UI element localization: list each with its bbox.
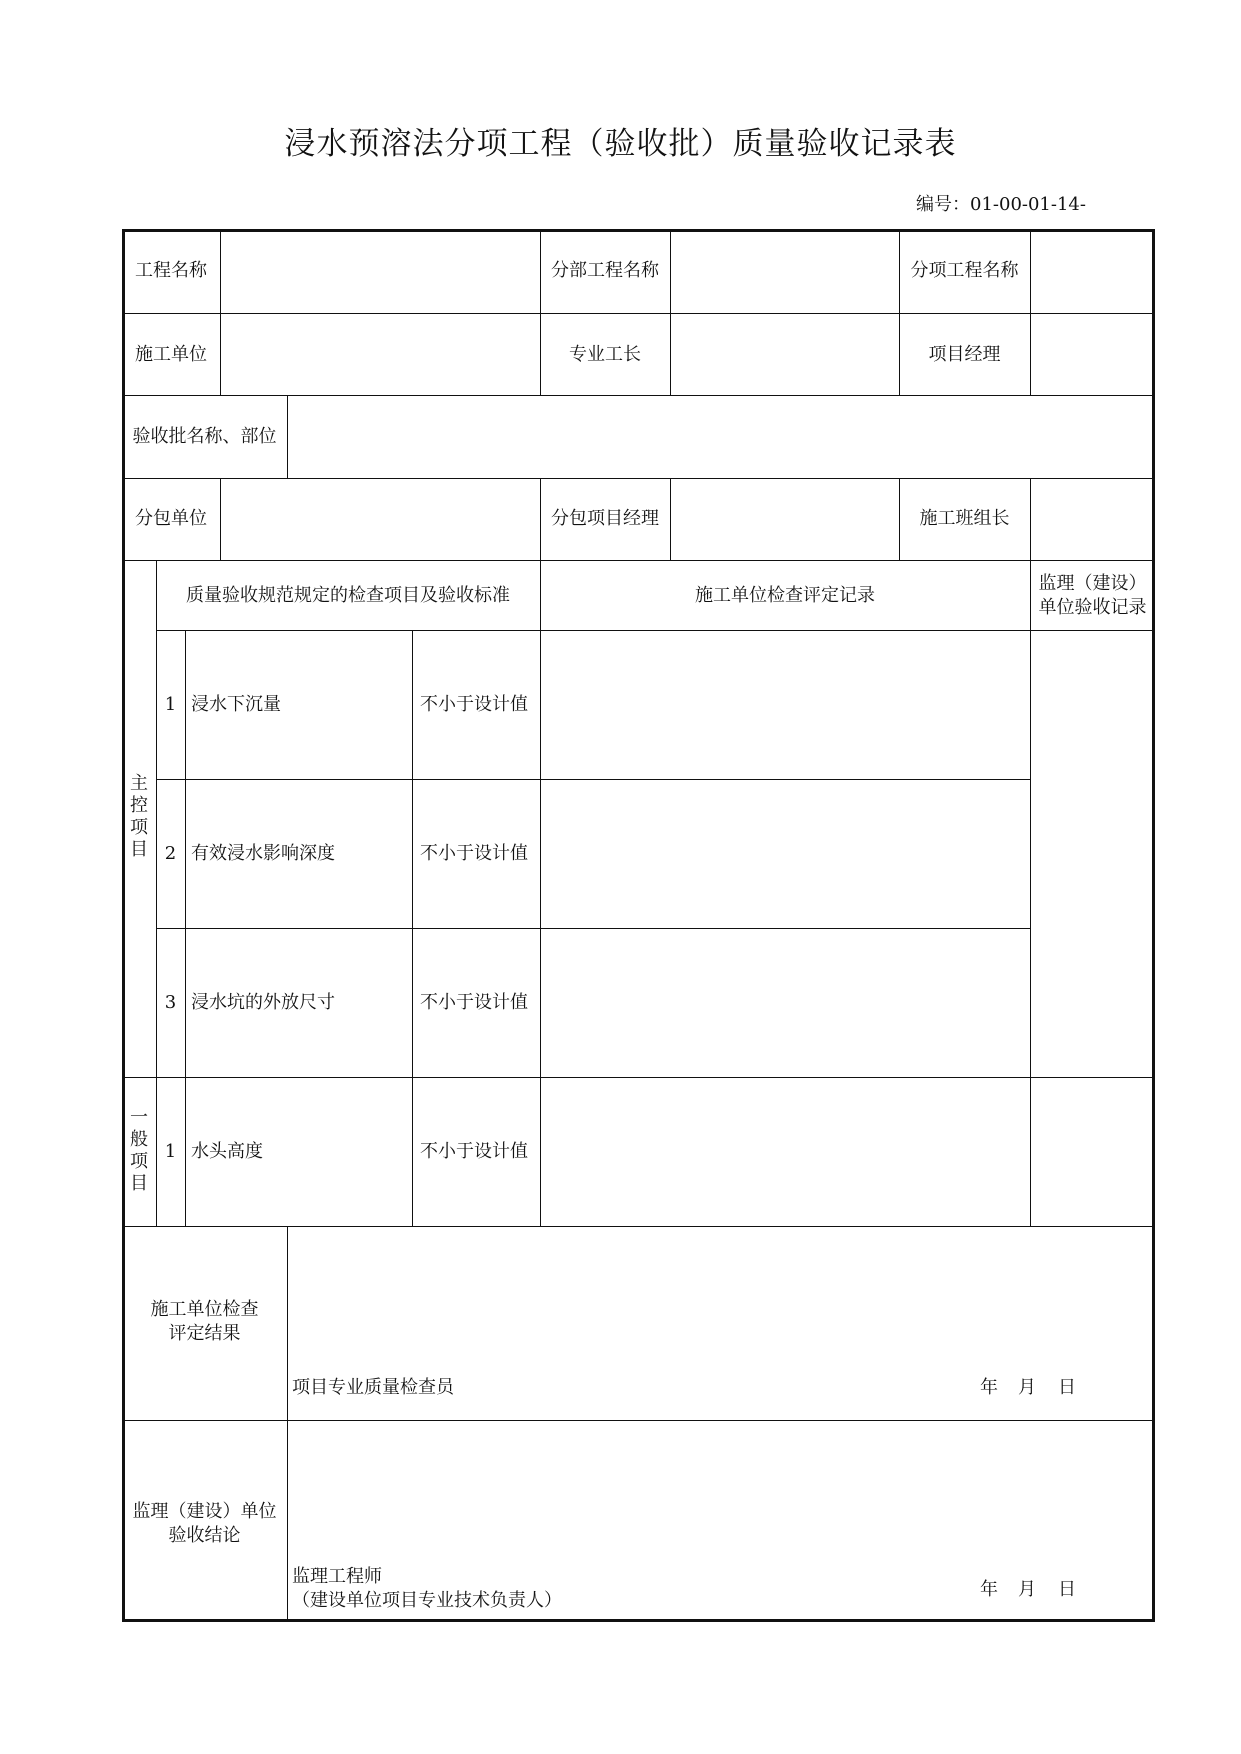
batch-label: 验收批名称、部位: [132, 426, 277, 447]
general-items-label: 一般项目: [130, 1107, 148, 1194]
col-divider: [185, 630, 186, 1226]
result-label-line2: 评定结果: [168, 1323, 241, 1344]
main-item-standard: 不小于设计值: [420, 694, 528, 715]
record-header: 施工单位检查评定记录: [695, 585, 875, 606]
col-divider: [412, 630, 413, 1226]
general-item-no: 1: [164, 1141, 177, 1162]
result-date-day: 日: [1058, 1377, 1076, 1398]
col-divider: [287, 395, 288, 478]
main-item-name: 浸水下沉量: [191, 694, 281, 715]
col-divider: [670, 478, 671, 560]
general-item-standard: 不小于设计值: [420, 1141, 528, 1162]
result-label: [122, 1298, 287, 1346]
row-divider: [122, 1077, 1155, 1078]
col-divider: [287, 1226, 288, 1622]
row-divider: [122, 478, 1155, 479]
main-item-name: 浸水坑的外放尺寸: [191, 992, 335, 1013]
col-divider: [156, 560, 157, 1226]
conclusion-label-line2: 验收结论: [168, 1525, 241, 1546]
row-divider: [122, 1420, 1155, 1421]
document-title: 浸水预溶法分项工程（验收批）质量验收记录表: [284, 126, 957, 162]
quality-inspector-label: 项目专业质量检查员: [292, 1377, 454, 1398]
subcontractor-label: 分包单位: [135, 508, 207, 529]
col-divider: [540, 229, 541, 395]
col-divider: [220, 478, 221, 560]
col-divider: [899, 229, 900, 395]
sub-manager-label: 分包项目经理: [551, 508, 659, 529]
sub-item-label: 分项工程名称: [910, 260, 1019, 281]
general-item-name: 水头高度: [191, 1141, 263, 1162]
result-date-month: 月: [1018, 1377, 1036, 1398]
project-manager-label: 项目经理: [928, 344, 1001, 365]
conclusion-label-line1: 监理（建设）单位: [132, 1501, 277, 1522]
col-divider: [1030, 478, 1031, 560]
main-item-name: 有效浸水影响深度: [191, 843, 335, 864]
conclusion-date-day: 日: [1058, 1579, 1076, 1600]
engineer-line2: （建设单位项目专业技术负责人）: [292, 1590, 562, 1611]
row-divider: [122, 1226, 1155, 1227]
main-item-no: 1: [164, 694, 177, 715]
conclusion-date-month: 月: [1018, 1579, 1036, 1600]
supervision-header-line1: 监理（建设）: [1038, 573, 1147, 594]
result-date-year: 年: [980, 1377, 998, 1398]
row-divider: [156, 779, 1030, 780]
row-divider: [156, 928, 1030, 929]
row-divider: [156, 630, 1155, 631]
standard-header: 质量验收规范规定的检查项目及验收标准: [186, 585, 510, 606]
project-name-label: 工程名称: [135, 260, 207, 281]
main-item-standard: 不小于设计值: [420, 992, 528, 1013]
main-items-label: 主控项目: [130, 773, 148, 860]
main-item-no: 2: [164, 843, 177, 864]
conclusion-date-year: 年: [980, 1579, 998, 1600]
col-divider: [1030, 560, 1031, 1226]
foreman-label: 专业工长: [569, 344, 641, 365]
main-item-no: 3: [164, 992, 177, 1013]
team-leader-label: 施工班组长: [919, 508, 1010, 529]
document-number: 编号：01-00-01-14-: [916, 194, 1086, 215]
supervision-header: [1030, 572, 1155, 620]
sub-division-label: 分部工程名称: [551, 260, 659, 281]
col-divider: [220, 229, 221, 395]
conclusion-label: [122, 1500, 287, 1548]
row-divider: [122, 313, 1155, 314]
supervision-header-line2: 单位验收记录: [1038, 597, 1147, 618]
main-item-standard: 不小于设计值: [420, 843, 528, 864]
construction-unit-label: 施工单位: [135, 344, 207, 365]
col-divider: [1030, 229, 1031, 395]
col-divider: [540, 560, 541, 1226]
col-divider: [670, 229, 671, 395]
result-label-line1: 施工单位检查: [150, 1299, 259, 1320]
engineer-line1: 监理工程师: [292, 1566, 382, 1587]
supervision-engineer-label: [292, 1565, 562, 1613]
row-divider: [122, 560, 1155, 561]
row-divider: [122, 395, 1155, 396]
